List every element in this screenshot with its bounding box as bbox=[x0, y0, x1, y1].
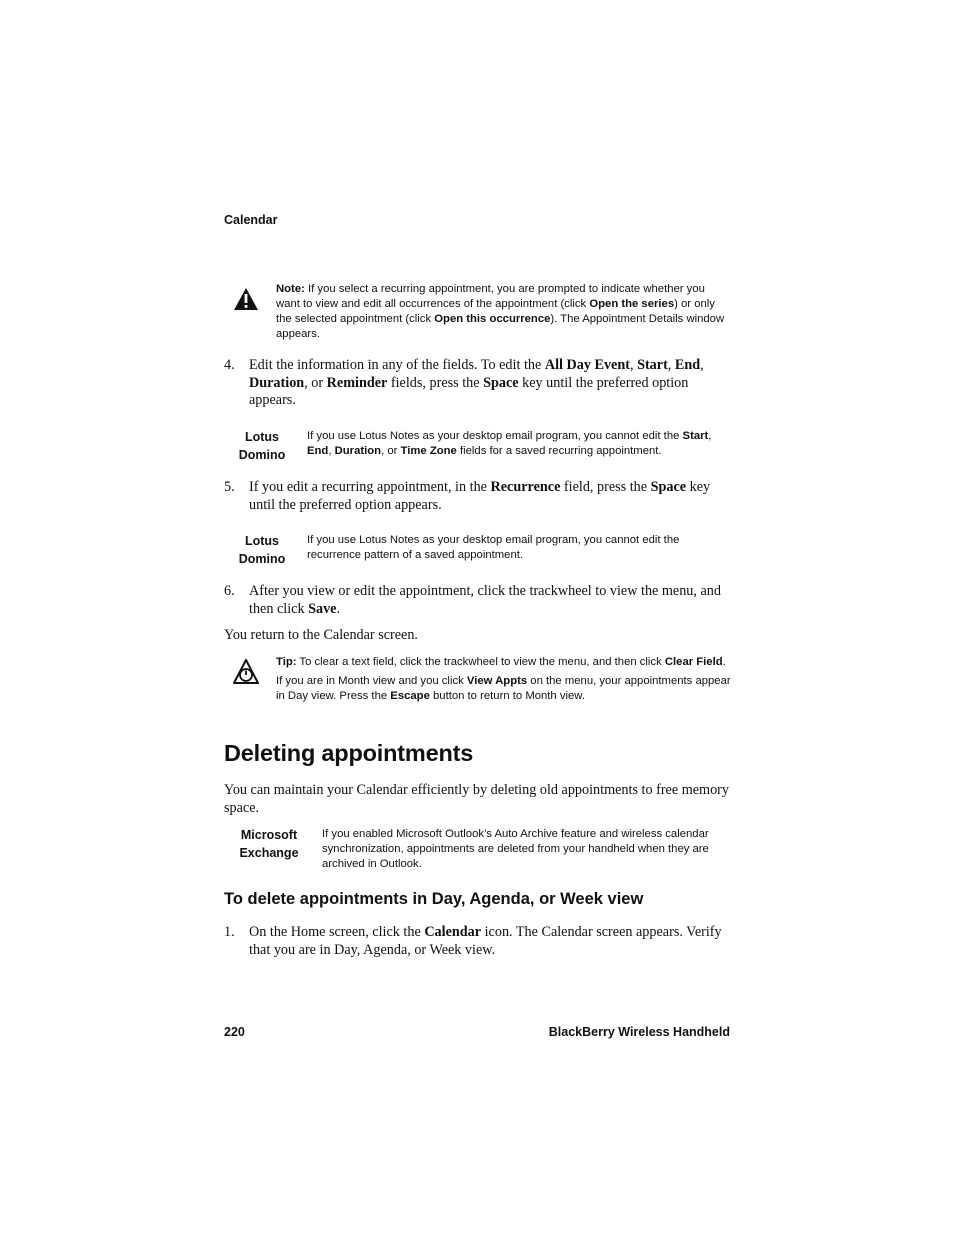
warning-triangle-icon bbox=[233, 287, 259, 311]
book-title: BlackBerry Wireless Handheld bbox=[548, 1025, 730, 1039]
step-number: 6. bbox=[224, 583, 235, 599]
step-number: 4. bbox=[224, 357, 235, 373]
step-text: Edit the information in any of the fields. To edit the All Day Event, Start, End, Duration, or Reminder fields, press the Space key until the preferred option appears. bbox=[249, 357, 704, 408]
section-intro: You can maintain your Calendar efficiently by deleting old appointments to free memory space. bbox=[224, 782, 729, 816]
step-number: 1. bbox=[224, 924, 235, 940]
platform-label-microsoft-exchange: Microsoft Exchange bbox=[239, 828, 299, 860]
step-6 bbox=[224, 583, 734, 619]
step-1 bbox=[224, 924, 734, 960]
step-4 bbox=[224, 357, 734, 412]
platform-label-lotus-domino: Lotus Domino bbox=[238, 534, 286, 566]
note-label: Note: bbox=[276, 283, 305, 295]
page-number: 220 bbox=[224, 1025, 245, 1039]
section-heading: Deleting appointments bbox=[224, 740, 474, 766]
platform-note-microsoft-exchange: If you enabled Microsoft Outlook’s Auto Archive feature and wireless calendar synchronization, appointments are deleted from your handheld when they are archived in Outlook. bbox=[322, 828, 709, 870]
note-callout: Note: If you select a recurring appointment, you are prompted to indicate whether you want to view and edit all occurrences of the appointment (click Open the series) or only the selected appointment (click Open this occurrence). The Appointment Details window appears. bbox=[276, 283, 725, 340]
tip-callout bbox=[276, 655, 731, 704]
step-text: On the Home screen, click the Calendar icon. The Calendar screen appears. Verify that you are in Day, Agenda, or Week view. bbox=[249, 924, 722, 958]
tip-paragraph: If you are in Month view and you click View Appts on the menu, your appointments appear in Day view. Press the Escape button to return to Month view. bbox=[276, 675, 731, 702]
step-5 bbox=[224, 479, 734, 515]
platform-label-lotus-domino: Lotus Domino bbox=[238, 430, 286, 462]
platform-note-lotus-domino: If you use Lotus Notes as your desktop email program, you cannot edit the recurrence pattern of a saved appointment. bbox=[307, 534, 680, 561]
tip-paragraph: Tip: To clear a text field, click the trackwheel to view the menu, and then click Clear Field. bbox=[276, 656, 726, 668]
platform-note-lotus-domino: If you use Lotus Notes as your desktop email program, you cannot edit the Start, End, Duration, or Time Zone fields for a saved recurring appointment. bbox=[307, 430, 712, 457]
step-text: If you edit a recurring appointment, in the Recurrence field, press the Space key until the preferred option appears. bbox=[249, 479, 711, 513]
procedure-heading: To delete appointments in Day, Agenda, or Week view bbox=[224, 890, 644, 908]
step-text: After you view or edit the appointment, click the trackwheel to view the menu, and then click Save. bbox=[249, 583, 721, 617]
tip-clock-icon bbox=[233, 659, 259, 685]
running-header: Calendar bbox=[224, 213, 278, 227]
result-text: You return to the Calendar screen. bbox=[224, 627, 418, 643]
step-number: 5. bbox=[224, 479, 235, 495]
tip-label: Tip: bbox=[276, 656, 297, 668]
